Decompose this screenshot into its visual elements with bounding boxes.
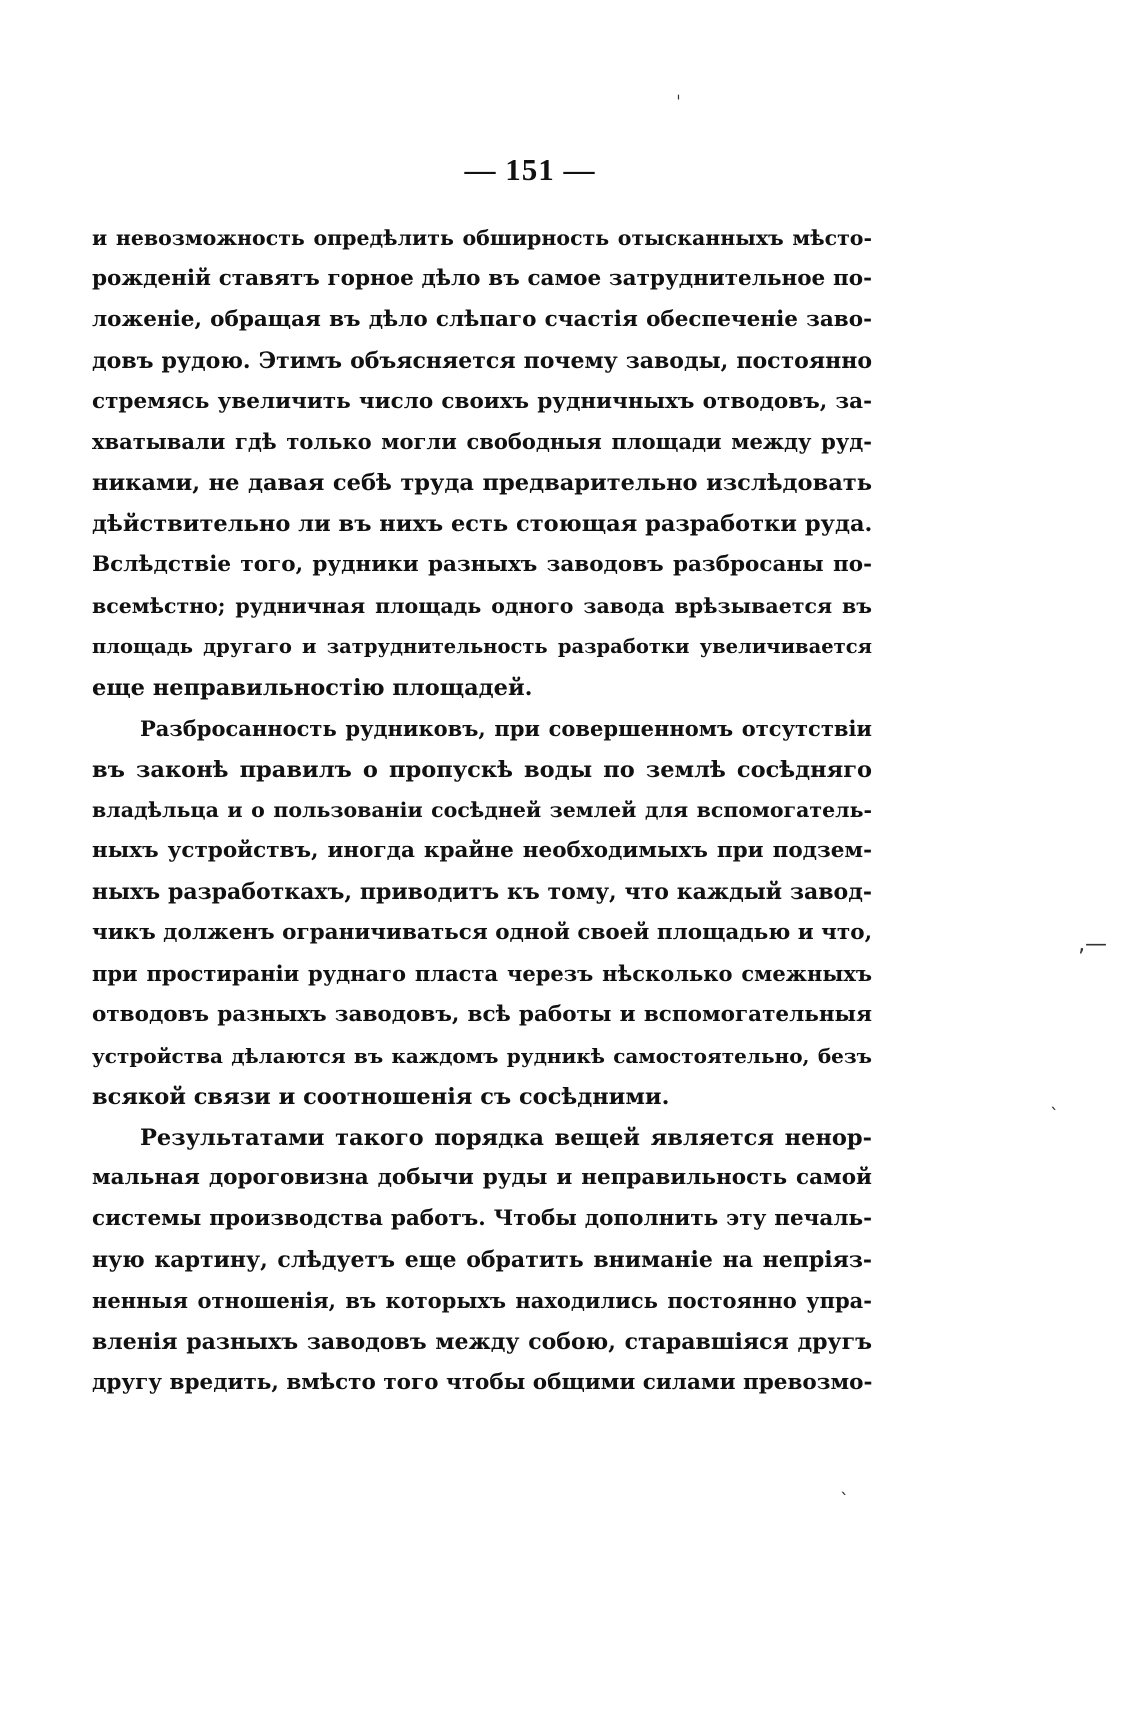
text-line: владѣльца и о пользованіи сосѣдней землей для вспомогатель- <box>92 798 872 823</box>
text-line: мальная дороговизна добычи руды и неправильность самой <box>92 1165 872 1191</box>
text-line: еще неправильностію площадей. <box>92 674 533 701</box>
scan-speck: ˈ <box>676 92 681 113</box>
text-line: вленія разныхъ заводовъ между собою, старавшіяся другъ <box>92 1329 872 1356</box>
text-line: Разбросанность рудниковъ, при совершенномъ отсутствіи <box>140 715 872 741</box>
text-line: никами, не давая себѣ труда предварительно изслѣдовать <box>92 470 872 497</box>
body-text <box>92 218 872 1404</box>
text-line: системы производства работъ. Чтобы дополнить эту печаль- <box>92 1206 872 1232</box>
text-line: въ законѣ правилъ о пропускѣ воды по землѣ сосѣдняго <box>92 756 872 783</box>
text-line: ныхъ разработкахъ, приводитъ къ тому, что каждый завод- <box>92 879 872 906</box>
text-line: Результатами такого порядка вещей является ненор- <box>140 1124 872 1151</box>
text-line: другу вредить, вмѣсто того чтобы общими силами превозмо- <box>92 1369 872 1395</box>
text-line: и невозможность опредѣлить обширность отысканныхъ мѣсто- <box>92 226 872 250</box>
text-line: дѣйствительно ли въ нихъ есть стоющая разработки руда. <box>92 511 872 538</box>
text-line: стремясь увеличить число своихъ рудничныхъ отводовъ, за- <box>92 388 872 414</box>
scan-dash: ‚— <box>1078 932 1107 957</box>
text-line: хватывали гдѣ только могли свободныя площади между руд- <box>92 429 872 455</box>
scan-speck: ˋ <box>840 1490 849 1511</box>
paragraph-1 <box>92 218 872 709</box>
text-line: Вслѣдствіе того, рудники разныхъ заводовъ разбросаны по- <box>92 552 872 578</box>
page-number: — 151 — <box>464 152 596 187</box>
text-line: ную картину, слѣдуетъ еще обратить вниманіе на непріяз- <box>92 1247 872 1274</box>
paragraph-3 <box>92 1118 872 1404</box>
scan-speck: ˎ <box>1050 1090 1059 1111</box>
text-line: площадь другаго и затруднительность разработки увеличивается <box>92 634 872 658</box>
text-line: ложеніе, обращая въ дѣло слѣпаго счастія обеспеченіе заво- <box>92 306 872 332</box>
text-line: устройства дѣлаются въ каждомъ рудникѣ самостоятельно, безъ <box>92 1043 872 1068</box>
text-line: при простираніи руднаго пласта черезъ нѣсколько смежныхъ <box>92 961 872 987</box>
text-line: всемѣстно; рудничная площадь одного завода врѣзывается въ <box>92 594 872 619</box>
text-line: отводовъ разныхъ заводовъ, всѣ работы и вспомогательныя <box>92 1001 872 1027</box>
text-line: всякой связи и соотношенія съ сосѣдними. <box>92 1083 670 1110</box>
text-line: ненныя отношенія, въ которыхъ находились постоянно упра- <box>92 1288 872 1314</box>
text-line: чикъ долженъ ограничиваться одной своей площадью и что, <box>92 920 872 946</box>
text-line: довъ рудою. Этимъ объясняется почему заводы, постоянно <box>92 347 872 374</box>
text-line: рожденій ставятъ горное дѣло въ самое затруднительное по- <box>92 265 872 291</box>
paragraph-2 <box>92 709 872 1118</box>
text-line: ныхъ устройствъ, иногда крайне необходимыхъ при подзем- <box>92 838 872 864</box>
